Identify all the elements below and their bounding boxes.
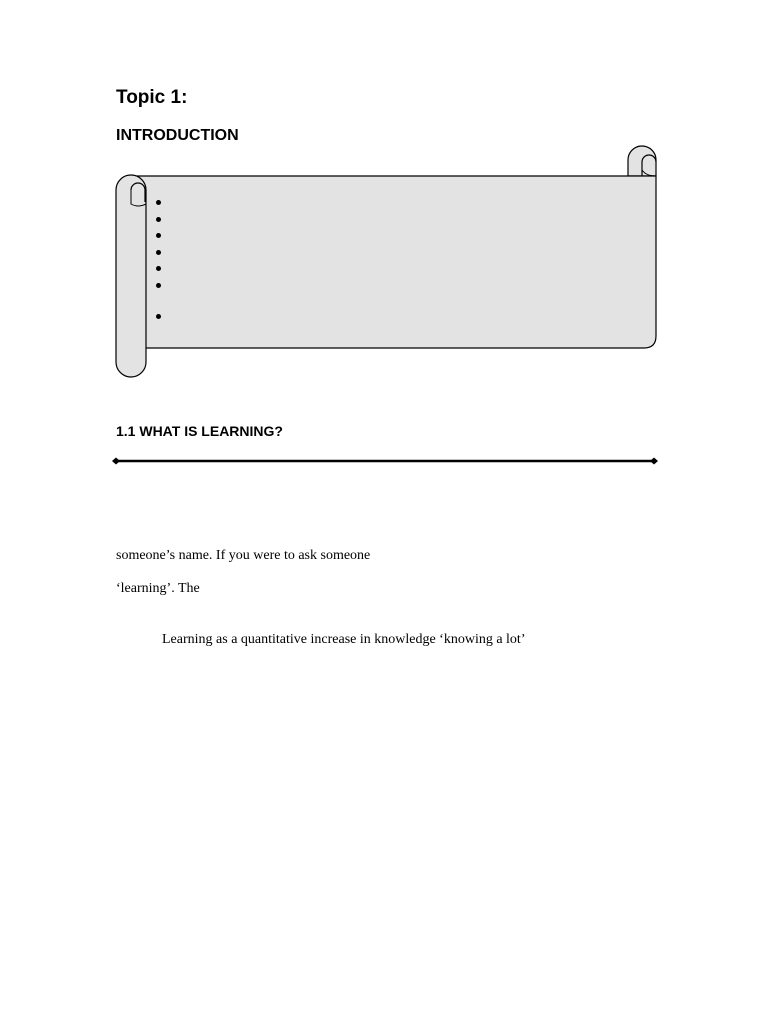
- list-item: [150, 227, 630, 244]
- list-item: [150, 260, 630, 277]
- bullet-icon: [156, 314, 161, 319]
- bullet-icon: [156, 200, 161, 205]
- body-text-line: ‘learning’. The: [116, 581, 200, 596]
- bullet-icon: [156, 266, 161, 271]
- topic-title: Topic 1:: [116, 87, 188, 108]
- body-text-line: Learning as a quantitative increase in knowledge ‘knowing a lot’: [162, 632, 526, 647]
- section-title: INTRODUCTION: [116, 127, 239, 144]
- bullet-icon: [156, 217, 161, 222]
- subsection-title: 1.1 WHAT IS LEARNING?: [116, 423, 283, 439]
- bullet-icon: [156, 250, 161, 255]
- body-text-line: someone’s name. If you were to ask someone: [116, 548, 371, 563]
- section-divider: [112, 454, 658, 468]
- list-item: [150, 244, 630, 261]
- bullet-icon: [156, 233, 161, 238]
- list-item: [150, 277, 630, 294]
- list-item: [150, 211, 630, 228]
- list-item: [150, 194, 630, 211]
- bullet-icon: [156, 283, 161, 288]
- list-item: [150, 308, 630, 325]
- objectives-list: [150, 194, 630, 325]
